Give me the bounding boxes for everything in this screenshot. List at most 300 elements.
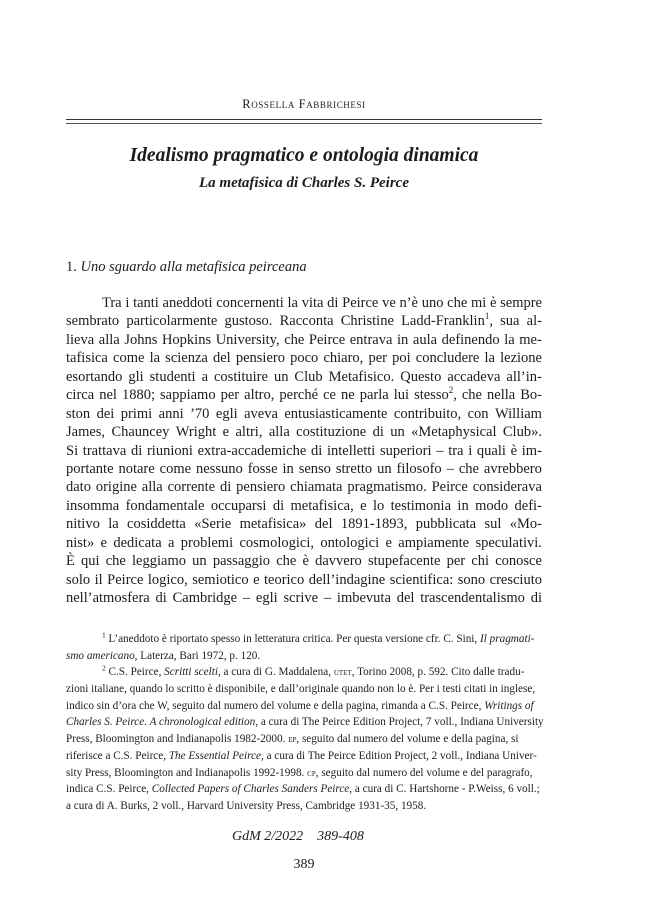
body-word: nell’atmosfera bbox=[66, 590, 150, 606]
body-word: cosiddetta bbox=[127, 516, 186, 533]
body-word-group bbox=[96, 478, 137, 496]
body-line bbox=[66, 478, 542, 496]
body-word-group bbox=[422, 294, 444, 312]
body-word: concludere bbox=[415, 350, 480, 367]
body-word: tanti bbox=[133, 295, 159, 311]
body-word: che bbox=[458, 460, 479, 477]
body-word-group bbox=[282, 460, 293, 478]
article-title: Idealismo pragmatico e ontologia dinamica bbox=[129, 145, 479, 166]
body-word: ston bbox=[66, 405, 91, 422]
body-word-group bbox=[324, 589, 331, 607]
body-word: e bbox=[385, 534, 392, 551]
body-word: Club». bbox=[502, 424, 542, 441]
body-word: considerava bbox=[472, 479, 542, 496]
footnote-text: ep bbox=[288, 734, 297, 746]
body-word: aveva bbox=[244, 405, 278, 422]
body-word-group bbox=[503, 423, 542, 441]
body-word: n’è bbox=[399, 295, 418, 311]
body-word-group bbox=[160, 386, 216, 404]
body-word: tra bbox=[448, 442, 464, 459]
body-word-group bbox=[447, 368, 500, 386]
body-word-group bbox=[202, 368, 208, 386]
body-word: davvero bbox=[315, 553, 362, 570]
body-word-group bbox=[500, 312, 519, 330]
body-word-group bbox=[181, 534, 233, 552]
body-word: riunioni bbox=[146, 442, 193, 459]
journal-issue: GdM 2/2022 bbox=[232, 829, 304, 844]
body-word-group bbox=[168, 478, 216, 496]
body-word-group bbox=[397, 331, 408, 349]
body-word: testimonia bbox=[390, 497, 452, 514]
body-line bbox=[66, 331, 542, 349]
body-word: entrava bbox=[349, 331, 393, 348]
footnote-text: , a cura di The Peirce Edition Project, 2 voll., Indiana Univer- bbox=[261, 749, 537, 762]
body-word-group bbox=[500, 349, 542, 367]
body-word-group bbox=[216, 294, 284, 312]
body-word-group bbox=[462, 386, 482, 404]
body-word-group bbox=[411, 423, 496, 441]
body-word-group bbox=[107, 571, 143, 589]
body-word: Peirce bbox=[107, 571, 144, 588]
body-word-group bbox=[66, 312, 119, 330]
body-word: Cambridge bbox=[172, 590, 238, 606]
body-word-group bbox=[97, 405, 115, 423]
body-word-group bbox=[102, 294, 122, 312]
body-word: stupefacente bbox=[367, 553, 441, 570]
body-word-group bbox=[299, 460, 331, 478]
body-word: im- bbox=[521, 442, 542, 459]
body-word: un bbox=[390, 424, 405, 441]
body-word-group bbox=[211, 497, 267, 515]
body-word: e bbox=[100, 534, 107, 551]
body-word: Bo- bbox=[520, 387, 542, 404]
body-word: perché bbox=[279, 387, 319, 404]
body-word: «Mo- bbox=[509, 516, 542, 533]
body-word: a bbox=[201, 368, 208, 385]
body-word: 1880; bbox=[121, 387, 155, 404]
body-word: 1891-1893, bbox=[340, 516, 408, 533]
body-word: la bbox=[108, 516, 119, 533]
body-word-group bbox=[500, 294, 542, 312]
body-word: primi bbox=[120, 405, 153, 422]
body-word-group bbox=[373, 497, 384, 515]
footnote-reference[interactable]: 2 bbox=[448, 385, 454, 396]
body-word: all’in- bbox=[506, 368, 542, 385]
body-word-group bbox=[66, 442, 78, 460]
body-word: corrente bbox=[167, 479, 216, 496]
body-word: semiotico bbox=[192, 571, 249, 588]
body-word-group bbox=[477, 442, 506, 460]
footnote-2-line bbox=[66, 664, 542, 681]
body-word: uno bbox=[421, 295, 444, 311]
body-word-group bbox=[468, 442, 472, 460]
body-word-group bbox=[99, 386, 117, 404]
body-word: modo bbox=[475, 497, 509, 514]
footnote-reference[interactable]: 1 bbox=[484, 311, 490, 322]
body-word-group bbox=[148, 571, 188, 589]
body-word-group bbox=[522, 442, 542, 460]
body-word: che bbox=[276, 553, 297, 570]
body-word: Metafisico. bbox=[328, 368, 395, 385]
body-word: origine bbox=[95, 479, 137, 496]
body-word-group bbox=[397, 589, 415, 607]
body-word-group bbox=[309, 571, 386, 589]
body-word: Hopkins bbox=[161, 331, 212, 348]
footnote-text: Press, Bloomington and Indianapolis 1982-2000. bbox=[66, 733, 286, 746]
body-word: qui bbox=[81, 553, 100, 570]
body-word-group bbox=[213, 552, 270, 570]
body-word-group bbox=[223, 423, 229, 441]
footnotes bbox=[66, 631, 542, 815]
body-line bbox=[66, 368, 542, 386]
body-word: concernenti bbox=[216, 295, 284, 311]
body-word: notare bbox=[118, 460, 155, 477]
body-word-group bbox=[323, 386, 336, 404]
section-number: 1. bbox=[66, 259, 77, 275]
body-word-group bbox=[190, 405, 209, 423]
body-word-group bbox=[196, 460, 243, 478]
body-line bbox=[66, 515, 542, 533]
body-word: scienza bbox=[165, 350, 208, 367]
body-word: del bbox=[396, 590, 415, 606]
body-word: per bbox=[220, 387, 240, 404]
body-word: avrebbero bbox=[483, 460, 542, 477]
body-word-group bbox=[458, 571, 485, 589]
body-word: passaggio bbox=[212, 553, 271, 570]
body-line bbox=[66, 349, 542, 367]
body-word: fondamentale bbox=[125, 497, 205, 514]
body-word: sembrato bbox=[66, 313, 120, 330]
body-word: il bbox=[94, 571, 103, 588]
body-word: sua bbox=[500, 313, 520, 330]
body-word: e bbox=[360, 497, 367, 514]
body-word: pensiero bbox=[236, 479, 286, 496]
body-word: leggiamo bbox=[132, 553, 186, 570]
body-word: fosse bbox=[247, 460, 278, 477]
body-word-group bbox=[173, 589, 237, 607]
body-word: che bbox=[447, 295, 468, 311]
footnote-text: zioni italiane, quando lo scritto è disponibile, e dall’originale quando non lo è. Per i testi citati in inglese, bbox=[66, 683, 536, 696]
body-word-group bbox=[347, 478, 426, 496]
footnote-text: The Essential Peirce bbox=[168, 749, 261, 762]
body-word: altri, bbox=[235, 424, 263, 441]
body-word: nessuno bbox=[196, 460, 243, 477]
footnote-1-number: 1 bbox=[102, 630, 106, 640]
body-word: University, bbox=[215, 331, 280, 348]
body-word-group bbox=[113, 349, 144, 367]
body-line bbox=[66, 534, 542, 552]
body-word: di bbox=[272, 497, 285, 514]
body-word-group bbox=[382, 294, 396, 312]
body-word-group bbox=[471, 294, 486, 312]
body-word: nist» bbox=[66, 534, 95, 551]
body-word: tafisica bbox=[66, 350, 108, 367]
body-word-group bbox=[341, 515, 407, 533]
footnote-2-line bbox=[66, 798, 542, 815]
body-text bbox=[66, 294, 542, 607]
body-word: mi bbox=[470, 295, 487, 311]
body-word: un bbox=[377, 460, 392, 477]
body-word: cresciuto bbox=[489, 571, 542, 588]
body-word-group bbox=[240, 515, 307, 533]
body-word-group bbox=[284, 331, 304, 349]
body-word: Si bbox=[66, 442, 79, 459]
body-word-group bbox=[162, 331, 211, 349]
body-line bbox=[66, 497, 542, 515]
footnote-2-line bbox=[66, 731, 542, 748]
body-word: trascendentalismo bbox=[420, 590, 525, 606]
body-word: del bbox=[314, 516, 333, 533]
body-word: William bbox=[495, 405, 542, 422]
body-word: defi- bbox=[514, 497, 542, 514]
body-word: stesso bbox=[414, 387, 449, 404]
body-word-group bbox=[311, 442, 322, 460]
body-word: speculativi. bbox=[475, 534, 542, 551]
body-word-group bbox=[309, 331, 345, 349]
body-word-group bbox=[126, 497, 205, 515]
footnote-text: , Torino 2008, p. 592. Cito dalle tradu- bbox=[351, 666, 525, 679]
footnote-text: , seguito dal numero del volume e del paragrafo, bbox=[315, 766, 533, 779]
body-word-group bbox=[66, 552, 75, 570]
body-word-group bbox=[400, 368, 441, 386]
body-word: teorico bbox=[263, 571, 305, 588]
body-word-group bbox=[416, 515, 476, 533]
body-word-group bbox=[243, 589, 250, 607]
body-word-group bbox=[484, 460, 542, 478]
body-word: nella bbox=[487, 387, 516, 404]
body-word: sempre bbox=[500, 295, 542, 311]
body-word: metafisica» bbox=[239, 516, 307, 533]
body-line bbox=[66, 460, 542, 478]
footnote-text: sity Press, Bloomington and Indianapolis 1992-1998. bbox=[66, 766, 305, 779]
body-word-group bbox=[448, 442, 463, 460]
body-word-group bbox=[468, 405, 489, 423]
body-word-group bbox=[111, 423, 169, 441]
body-line bbox=[66, 571, 542, 589]
body-word-group bbox=[420, 589, 525, 607]
body-word-group bbox=[224, 312, 272, 330]
body-word-group bbox=[291, 497, 354, 515]
body-word-group bbox=[126, 312, 217, 330]
footnote-text: smo americano bbox=[66, 649, 135, 662]
body-word-group bbox=[436, 442, 443, 460]
body-word: Club bbox=[294, 368, 323, 385]
body-line bbox=[66, 589, 542, 607]
footnote-text: , seguito dal numero del volume e della pagina, si bbox=[296, 733, 519, 746]
body-word: gli bbox=[128, 368, 144, 385]
footnote-2-number: 2 bbox=[102, 663, 106, 673]
body-word-group bbox=[127, 515, 186, 533]
body-word-group bbox=[66, 571, 90, 589]
body-word: nitivo bbox=[66, 516, 100, 533]
body-word: chi bbox=[471, 553, 490, 570]
body-word: per bbox=[368, 350, 387, 367]
body-word-group bbox=[401, 312, 493, 330]
body-word: pragmatismo. bbox=[347, 479, 427, 496]
body-word: cosmologici, bbox=[239, 534, 314, 551]
body-word-group bbox=[83, 442, 126, 460]
body-word-group bbox=[414, 386, 457, 404]
body-word: – bbox=[436, 442, 444, 459]
body-word: per bbox=[446, 553, 466, 570]
body-word-group bbox=[447, 552, 466, 570]
body-word: ampiamente bbox=[398, 534, 470, 551]
body-word: è bbox=[489, 295, 497, 311]
body-word: dell’indagine bbox=[308, 571, 386, 588]
body-word: aneddoti bbox=[162, 295, 213, 311]
body-word: chiamata bbox=[290, 479, 343, 496]
body-word-group bbox=[66, 386, 94, 404]
body-word: particolarmente bbox=[126, 313, 218, 330]
body-word-group bbox=[520, 386, 542, 404]
running-head-author: Rossella Fabbrichesi bbox=[242, 97, 366, 111]
footnote-text: C.S. Peirce, bbox=[108, 666, 162, 679]
body-word-group bbox=[397, 460, 442, 478]
body-word-group bbox=[132, 552, 186, 570]
footnote-2-line bbox=[66, 698, 542, 715]
footnote-text: a cura di A. Burks, 2 voll., Harvard University Press, Cambridge 1931-35, 1958. bbox=[66, 799, 427, 812]
body-word-group bbox=[288, 294, 298, 312]
body-word-group bbox=[475, 534, 541, 552]
body-word: ne bbox=[340, 387, 355, 404]
body-word: Questo bbox=[400, 368, 442, 385]
body-word: Racconta bbox=[279, 313, 334, 330]
footnote-text: , a cura di C. Hartshorne - P.Weiss, 6 voll.; bbox=[349, 783, 540, 796]
body-word: sono bbox=[457, 571, 486, 588]
body-word-group bbox=[168, 534, 174, 552]
body-word: scrive bbox=[283, 590, 319, 606]
body-word-group bbox=[125, 294, 129, 312]
footnote-2-line bbox=[66, 714, 542, 731]
body-word: contribuito, bbox=[393, 405, 462, 422]
body-word: pensiero bbox=[235, 350, 285, 367]
footnote-2-line bbox=[66, 748, 542, 765]
body-word-group bbox=[360, 497, 366, 515]
body-word-group bbox=[274, 368, 289, 386]
body-word-group bbox=[329, 368, 395, 386]
body-word: Wright bbox=[175, 424, 217, 441]
body-word-group bbox=[490, 571, 542, 589]
body-word-group bbox=[390, 423, 405, 441]
body-word-group bbox=[290, 349, 318, 367]
body-word: poi bbox=[392, 350, 411, 367]
article-subtitle: La metafisica di Charles S. Peirce bbox=[199, 175, 409, 191]
body-line bbox=[66, 405, 542, 423]
body-word-group bbox=[485, 349, 495, 367]
section-title: Uno sguardo alla metafisica peirceana bbox=[80, 259, 307, 275]
body-word-group bbox=[213, 349, 231, 367]
body-word-group bbox=[416, 349, 480, 367]
body-word-group bbox=[315, 515, 333, 533]
body-word-group bbox=[323, 349, 363, 367]
body-word-group bbox=[118, 460, 154, 478]
body-word: altro, bbox=[244, 387, 275, 404]
body-word: è bbox=[302, 553, 309, 570]
section-heading bbox=[66, 259, 307, 276]
body-word: Ladd-Franklin bbox=[401, 313, 485, 330]
body-word-group bbox=[475, 497, 508, 515]
body-word-group bbox=[66, 534, 94, 552]
footnote-text: Charles S. Peirce. A chronological edition bbox=[66, 716, 256, 729]
body-word-group bbox=[506, 368, 541, 386]
body-word-group bbox=[303, 552, 309, 570]
body-word-group bbox=[66, 423, 105, 441]
body-word-group bbox=[432, 478, 468, 496]
body-word-group bbox=[273, 497, 284, 515]
body-word: i bbox=[468, 442, 473, 459]
body-word: un bbox=[192, 553, 207, 570]
body-word: studenti bbox=[149, 368, 196, 385]
body-word: Peirce bbox=[431, 479, 468, 496]
body-word: dei bbox=[96, 405, 115, 422]
body-word: al- bbox=[526, 313, 542, 330]
body-word: egli bbox=[215, 405, 238, 422]
footnote-1-line bbox=[66, 631, 542, 648]
body-word: egli bbox=[255, 590, 278, 606]
footnote-text: Collected Papers of Charles Sanders Peirce bbox=[151, 783, 350, 796]
body-word: che bbox=[461, 387, 482, 404]
body-word-group bbox=[342, 294, 378, 312]
body-word-group bbox=[236, 349, 285, 367]
body-word: Johns bbox=[124, 331, 158, 348]
body-word-group bbox=[377, 460, 392, 478]
body-word-group bbox=[150, 368, 196, 386]
body-word: alla bbox=[98, 331, 120, 348]
body-word: sappiamo bbox=[160, 387, 216, 404]
body-word: pubblicata bbox=[415, 516, 477, 533]
body-word-group bbox=[276, 552, 296, 570]
body-line bbox=[66, 423, 542, 441]
body-word-group bbox=[165, 349, 208, 367]
footnote-text: indico sin d’ora che W, seguito dal numero del volume e della pagina, rimanda a C.S. Peirce, bbox=[66, 699, 482, 712]
body-word-group bbox=[471, 552, 489, 570]
body-word-group bbox=[106, 552, 126, 570]
body-word-group bbox=[385, 534, 391, 552]
body-word-group bbox=[519, 331, 542, 349]
body-word-group bbox=[214, 368, 268, 386]
body-word-group bbox=[394, 405, 461, 423]
footnote-2-line bbox=[66, 681, 542, 698]
body-word-group bbox=[302, 294, 324, 312]
body-word-group bbox=[315, 552, 362, 570]
body-word: – bbox=[446, 460, 454, 477]
body-word: è bbox=[510, 442, 518, 459]
footnote-text: Writings of bbox=[484, 699, 534, 712]
body-word-group bbox=[160, 460, 191, 478]
body-word-group bbox=[399, 294, 418, 312]
body-word: ’70 bbox=[190, 405, 210, 422]
body-word: Chauncey bbox=[111, 424, 170, 441]
body-word-group bbox=[128, 368, 143, 386]
body-word-group bbox=[66, 331, 94, 349]
body-word: dedicata bbox=[113, 534, 162, 551]
footnote-2-line bbox=[66, 781, 542, 798]
body-word: scientifica: bbox=[389, 571, 454, 588]
body-word-group bbox=[398, 534, 469, 552]
body-word-group bbox=[192, 552, 207, 570]
body-word: di bbox=[130, 442, 143, 459]
body-word: Christine bbox=[340, 313, 394, 330]
body-word: anni bbox=[158, 405, 184, 422]
body-line bbox=[66, 312, 542, 330]
body-word: e bbox=[253, 571, 260, 588]
body-word: poco bbox=[290, 350, 319, 367]
body-word: ontologici bbox=[320, 534, 380, 551]
body-punctuation: , bbox=[489, 313, 493, 330]
body-word-group bbox=[504, 331, 514, 349]
body-word-group bbox=[256, 589, 278, 607]
body-word: alla bbox=[268, 424, 290, 441]
